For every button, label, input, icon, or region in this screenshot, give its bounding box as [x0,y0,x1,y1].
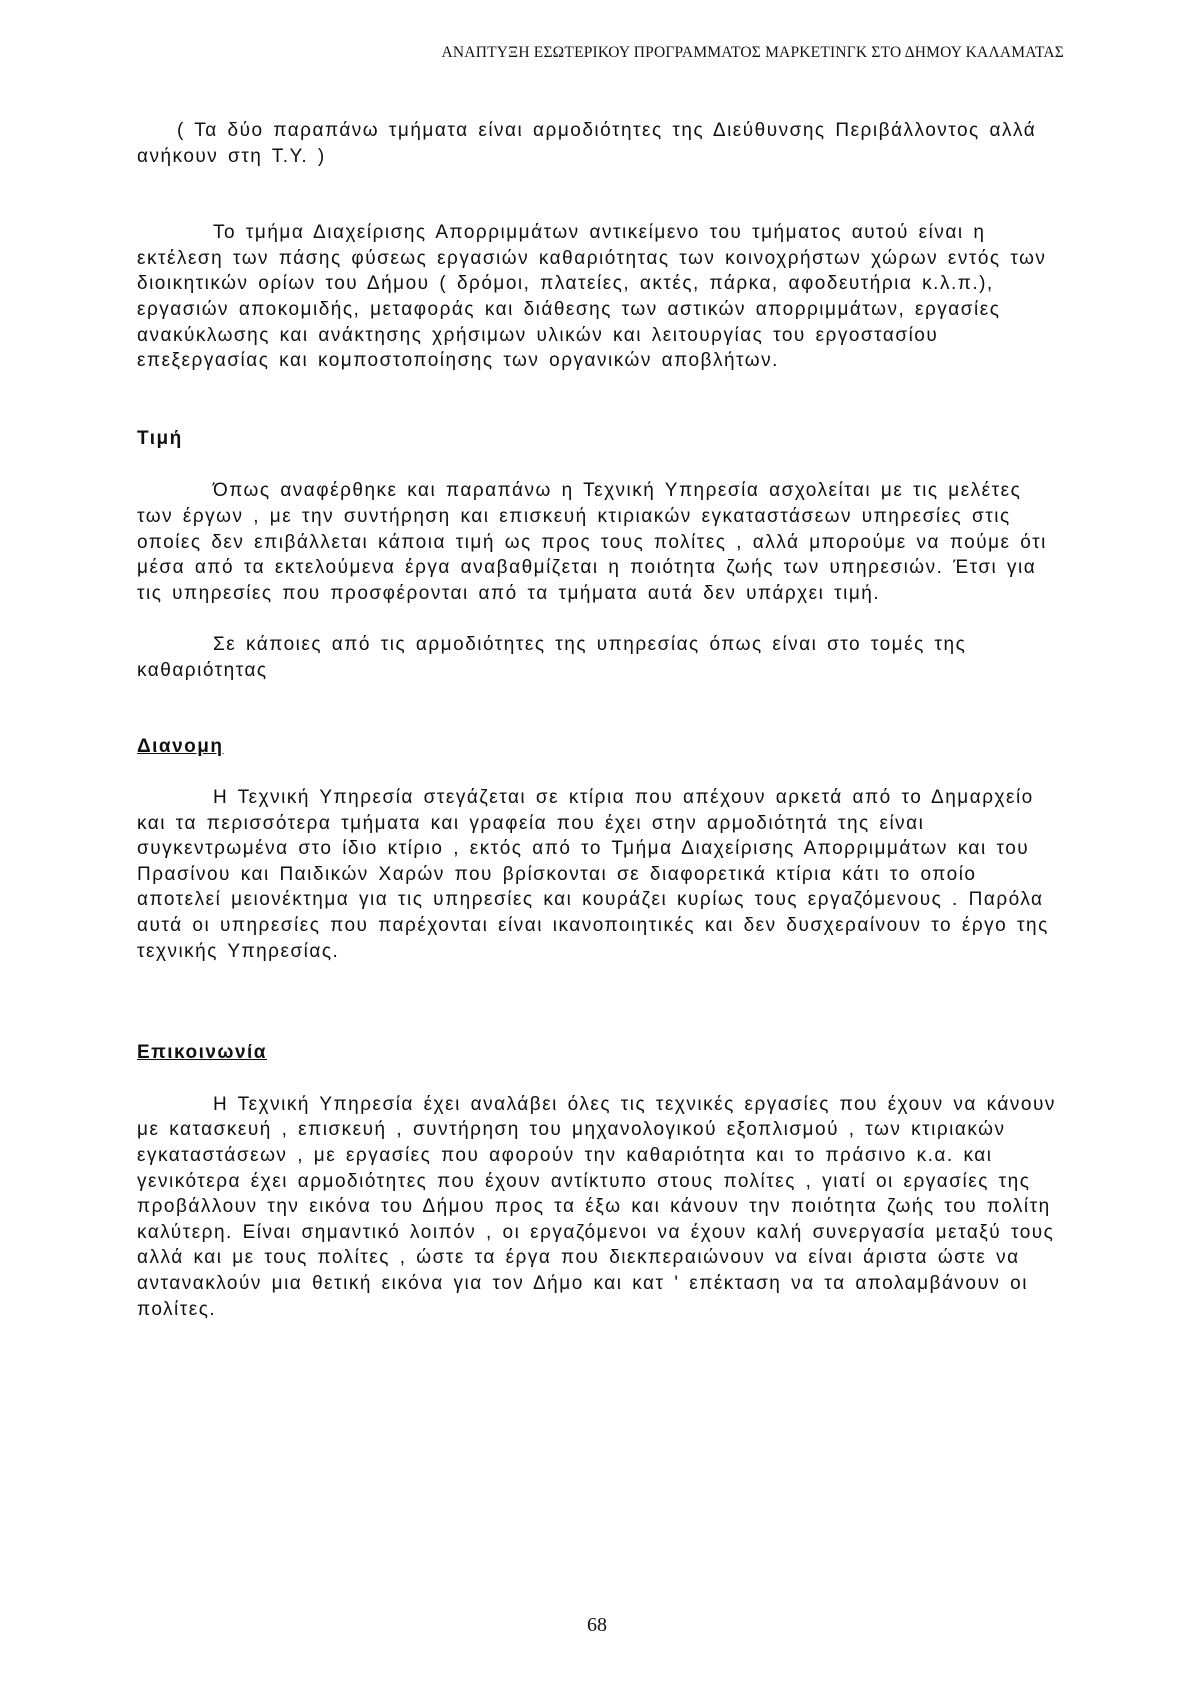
cleaning-price-paragraph: Σε κάποιες από τις αρμοδιότητες της υπηρεσίας όπως είναι στο τομές της καθαριότητας [137,634,967,681]
communication-section-heading: Επικοινωνία [137,1042,267,1064]
waste-department-paragraph: Το τμήμα Διαχείρισης Απορριμμάτων αντικείμενο του τμήματος αυτού είναι η εκτέλεση των πάσης φύσεως εργασιών καθαριότητας των κοινοχρήστων χώρων εντός των διοικητικών ορίων του Δήμου ( δρόμοι, πλατείες, ακτές, πάρκα, αφοδευτήρια κ.λ.π.), εργασιών αποκομιδής, μεταφοράς και διάθεσης των αστικών απορριμμάτων, εργασίες ανακύκλωσης και ανάκτησης χρήσιμων υλικών και λειτουργίας του εργοστασίου επεξεργασίας και κομποστοποίησης των οργανικών αποβλήτων. [137,222,1047,372]
running-header: ΑΝΑΠΤΥΞΗ ΕΣΩΤΕΡΙΚΟΥ ΠΡΟΓΡΑΜΜΑΤΟΣ ΜΑΡΚΕΤΙΝΓΚ ΣΤΟ ΔΗΜΟΥ ΚΑΛΑΜΑΤΑΣ [441,44,1064,61]
price-paragraph: Όπως αναφέρθηκε και παραπάνω η Τεχνική Υπηρεσία ασχολείται με τις μελέτες των έργων , με την συντήρηση και επισκευή κτιριακών εγκαταστάσεων υπηρεσίες στις οποίες δεν επιβάλλεται κάποια τιμή ως προς τους πολίτες , αλλά μπορούμε να πούμε ότι μέσα από τα εκτελούμενα έργα αναβαθμίζεται η ποιότητα ζωής των υπηρεσιών. Έτσι για τις υπηρεσίες που προσφέρονται από τα τμήματα αυτά δεν υπάρχει τιμή. [137,480,1047,604]
distribution-section-heading: Διανομη [137,735,224,757]
distribution-paragraph: Η Τεχνική Υπηρεσία στεγάζεται σε κτίρια που απέχουν αρκετά από το Δημαρχείο και τα περισσότερα τμήματα και γραφεία που έχει στην αρμοδιότητά της είναι συγκεντρωμένα στο ίδιο κτίριο , εκτός από το Τμήμα Διαχείρισης Απορριμμάτων και του Πρασίνου και Παιδικών Χαρών που βρίσκονται σε διαφορετικά κτίρια κάτι το οποίο αποτελεί μειονέκτημα για τις υπηρεσίες και κουράζει κυρίως τους εργαζόμενους . Παρόλα αυτά οι υπηρεσίες που παρέχονται είναι ικανοποιητικές και δεν δυσχεραίνουν το έργο της τεχνικής Υπηρεσίας. [137,787,1049,962]
communication-paragraph: Η Τεχνική Υπηρεσία έχει αναλάβει όλες τις τεχνικές εργασίες που έχουν να κάνουν με κατασκευή , επισκευή , συντήρηση του μηχανολογικού εξοπλισμού , των κτιριακών εγκαταστάσεων , με εργασίες που αφορούν την καθαριότητα και το πράσινο κ.α. και γενικότερα έχει αρμοδιότητες που έχουν αντίκτυπο στους πολίτες , γιατί οι εργασίες της προβάλλουν την εικόνα του Δήμου προς τα έξω και κάνουν την ποιότητα ζωής του πολίτη καλύτερη. Είναι σημαντικό λοιπόν , οι εργαζόμενοι να έχουν καλή συνεργασία μεταξύ τους αλλά και με τους πολίτες , ώστε τα έργα που διεκπεραιώνουν να είναι άριστα ώστε να αντανακλούν μια θετική εικόνα για τον Δήμο και κατ ' επέκταση να τα απολαμβάνουν οι πολίτες. [137,1093,1056,1320]
intro-note-paragraph: ( Τα δύο παραπάνω τμήματα είναι αρμοδιότητες της Διεύθυνσης Περιβάλλοντος αλλά ανήκουν στη Τ.Υ. ) [137,120,1037,167]
price-section-heading: Τιμή [137,427,183,449]
page-number: 68 [587,1614,607,1636]
document-body [137,118,1067,1322]
